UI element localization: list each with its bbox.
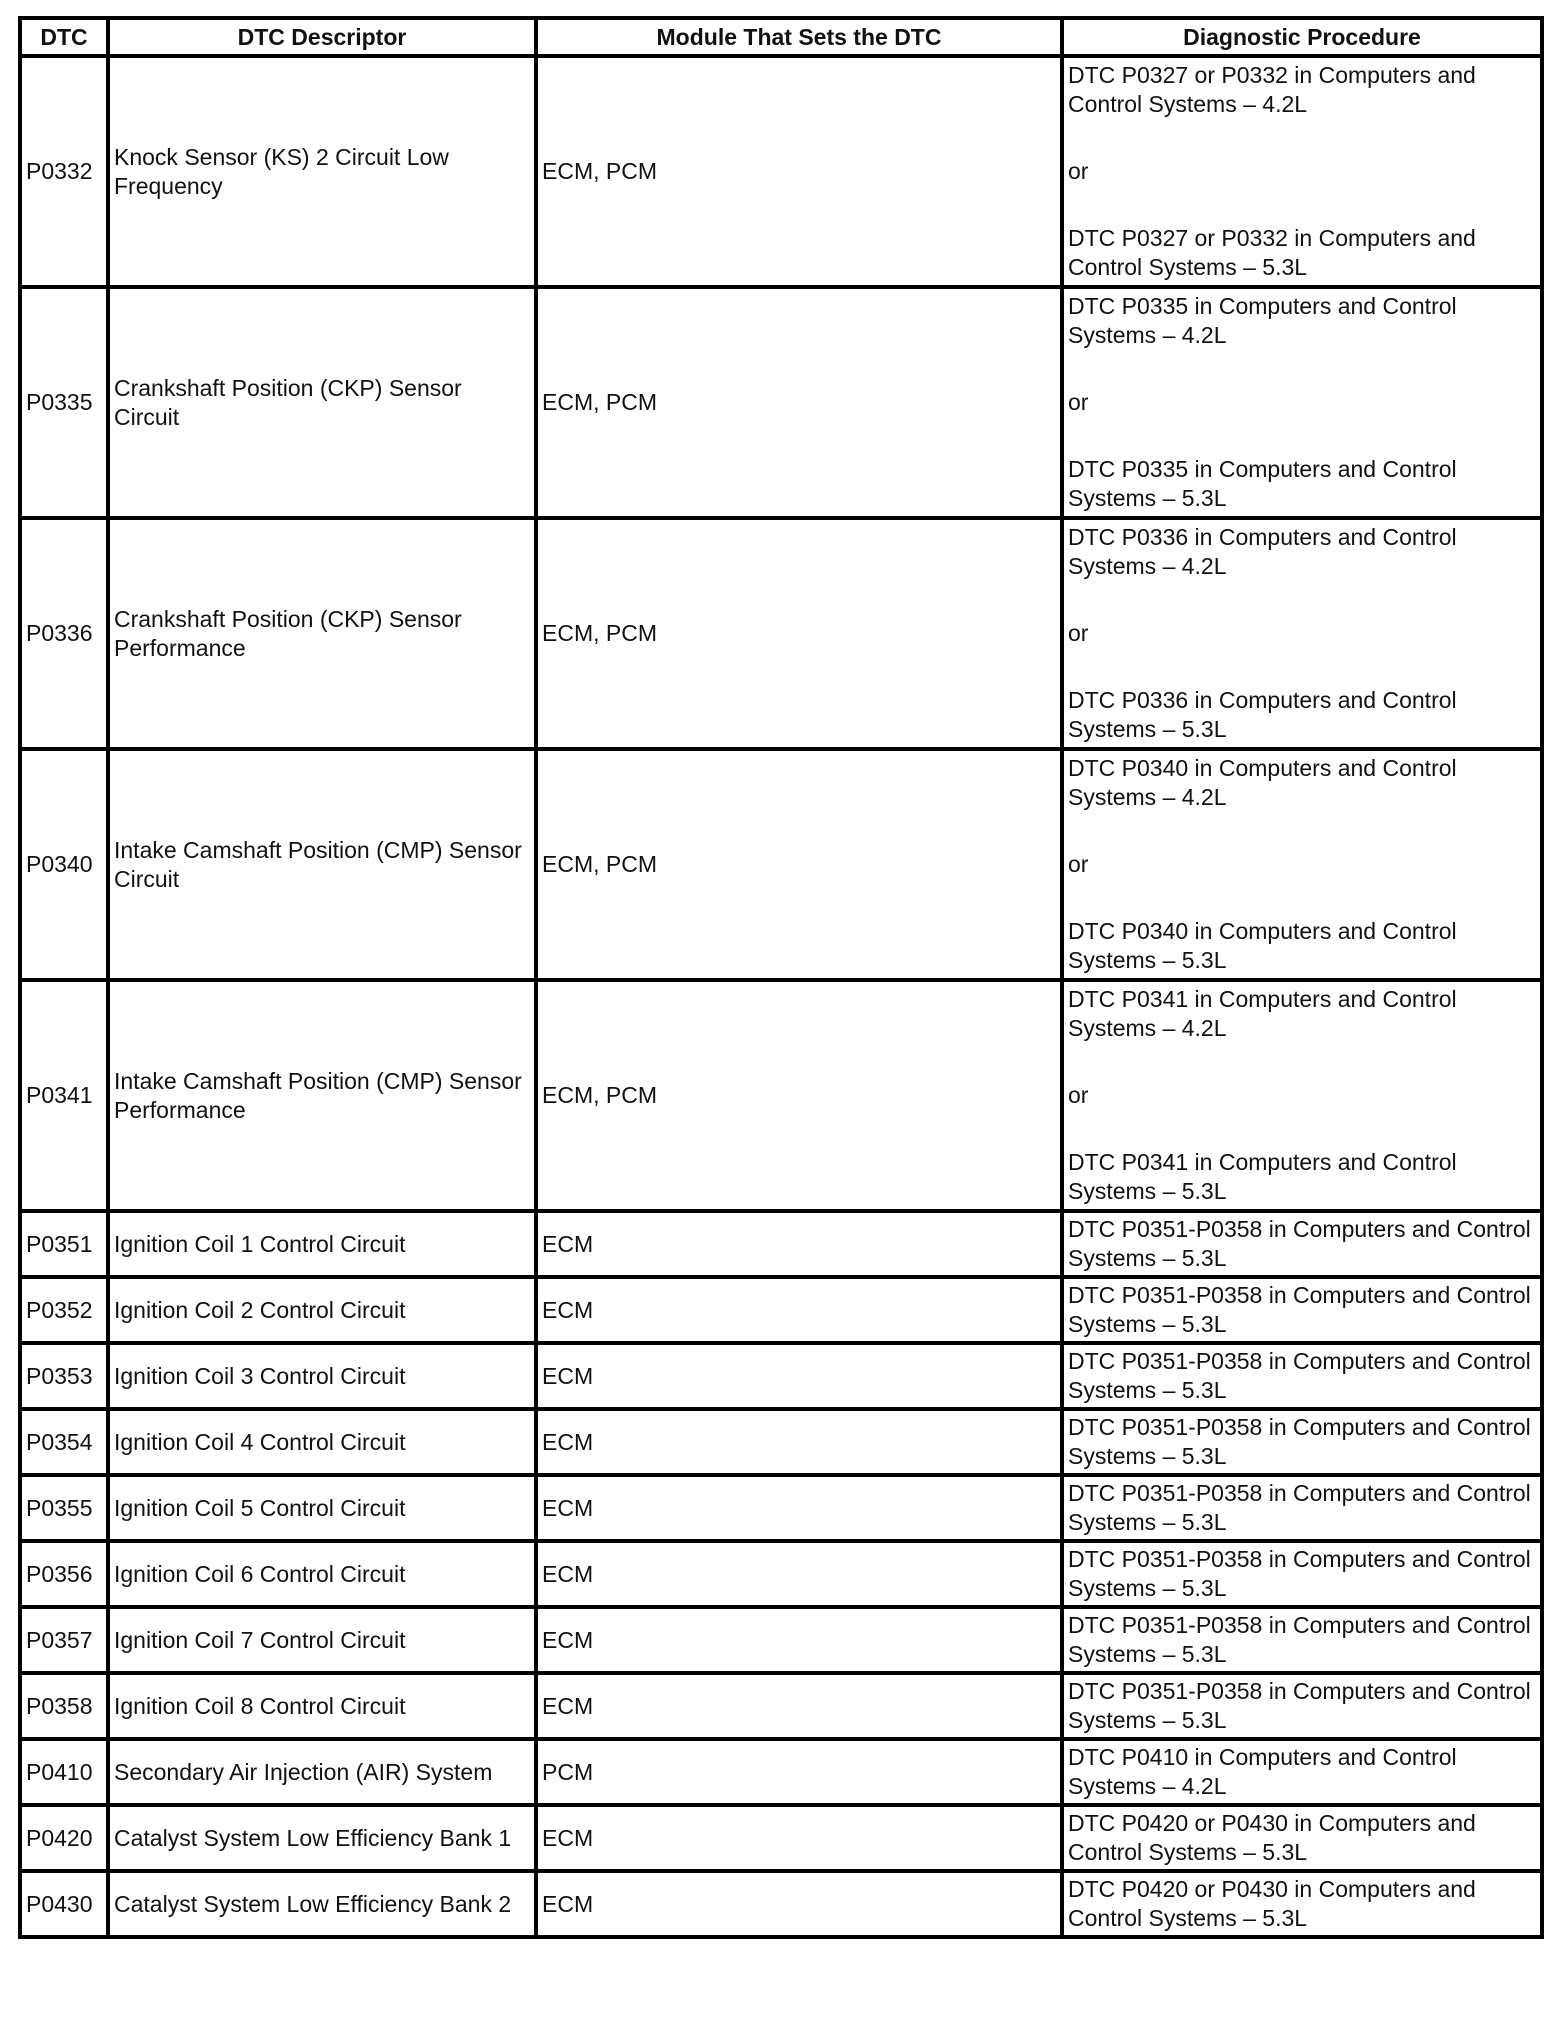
diagnostic-procedure: DTC P0351-P0358 in Computers and Control Systems – 5.3L	[1062, 1277, 1542, 1343]
dtc-code: P0336	[20, 518, 108, 749]
header-descriptor: DTC Descriptor	[108, 18, 536, 56]
dtc-descriptor: Secondary Air Injection (AIR) System	[108, 1739, 536, 1805]
dtc-module: ECM	[536, 1871, 1062, 1937]
header-procedure: Diagnostic Procedure	[1062, 18, 1542, 56]
dtc-code: P0355	[20, 1475, 108, 1541]
dtc-descriptor: Ignition Coil 6 Control Circuit	[108, 1541, 536, 1607]
diagnostic-procedure	[1062, 749, 1542, 980]
dtc-code: P0354	[20, 1409, 108, 1475]
procedure-option-2: DTC P0327 or P0332 in Computers and Control Systems – 5.3L	[1068, 225, 1476, 280]
table-row	[20, 518, 1542, 749]
diagnostic-procedure: DTC P0351-P0358 in Computers and Control Systems – 5.3L	[1062, 1211, 1542, 1277]
table-row	[20, 1607, 1542, 1673]
table-row	[20, 56, 1542, 287]
dtc-descriptor: Ignition Coil 3 Control Circuit	[108, 1343, 536, 1409]
dtc-descriptor: Ignition Coil 2 Control Circuit	[108, 1277, 536, 1343]
procedure-option-1: DTC P0327 or P0332 in Computers and Control Systems – 4.2L	[1068, 62, 1476, 117]
table-row	[20, 1673, 1542, 1739]
procedure-option-1: DTC P0341 in Computers and Control Systems – 4.2L	[1068, 986, 1457, 1041]
procedure-or: or	[1068, 158, 1089, 184]
table-row	[20, 1211, 1542, 1277]
procedure-option-1: DTC P0335 in Computers and Control Systems – 4.2L	[1068, 293, 1457, 348]
dtc-code: P0332	[20, 56, 108, 287]
table-row	[20, 287, 1542, 518]
dtc-module: ECM	[536, 1343, 1062, 1409]
procedure-option-2: DTC P0335 in Computers and Control Systems – 5.3L	[1068, 456, 1457, 511]
table-row	[20, 1277, 1542, 1343]
dtc-module: ECM	[536, 1673, 1062, 1739]
table-row	[20, 980, 1542, 1211]
dtc-module: ECM	[536, 1805, 1062, 1871]
dtc-descriptor: Catalyst System Low Efficiency Bank 1	[108, 1805, 536, 1871]
dtc-code: P0335	[20, 287, 108, 518]
diagnostic-procedure: DTC P0410 in Computers and Control Systems – 4.2L	[1062, 1739, 1542, 1805]
header-row	[20, 18, 1542, 56]
dtc-descriptor: Intake Camshaft Position (CMP) Sensor Circuit	[108, 749, 536, 980]
dtc-code: P0430	[20, 1871, 108, 1937]
diagnostic-procedure: DTC P0351-P0358 in Computers and Control Systems – 5.3L	[1062, 1475, 1542, 1541]
table-row	[20, 1343, 1542, 1409]
table-row	[20, 1739, 1542, 1805]
diagnostic-procedure: DTC P0351-P0358 in Computers and Control Systems – 5.3L	[1062, 1409, 1542, 1475]
dtc-table	[18, 16, 1544, 1939]
diagnostic-procedure: DTC P0351-P0358 in Computers and Control Systems – 5.3L	[1062, 1343, 1542, 1409]
dtc-descriptor: Ignition Coil 1 Control Circuit	[108, 1211, 536, 1277]
dtc-module: PCM	[536, 1739, 1062, 1805]
dtc-descriptor: Ignition Coil 8 Control Circuit	[108, 1673, 536, 1739]
diagnostic-procedure	[1062, 980, 1542, 1211]
header-dtc: DTC	[20, 18, 108, 56]
diagnostic-procedure	[1062, 56, 1542, 287]
dtc-module: ECM	[536, 1541, 1062, 1607]
dtc-module: ECM	[536, 1277, 1062, 1343]
procedure-or: or	[1068, 1082, 1089, 1108]
dtc-descriptor: Ignition Coil 4 Control Circuit	[108, 1409, 536, 1475]
table-row	[20, 1475, 1542, 1541]
table-row	[20, 1805, 1542, 1871]
procedure-option-1: DTC P0340 in Computers and Control Systems – 4.2L	[1068, 755, 1457, 810]
dtc-module: ECM	[536, 1607, 1062, 1673]
procedure-option-2: DTC P0341 in Computers and Control Systems – 5.3L	[1068, 1149, 1457, 1204]
dtc-code: P0353	[20, 1343, 108, 1409]
dtc-module: ECM, PCM	[536, 287, 1062, 518]
procedure-or: or	[1068, 851, 1089, 877]
dtc-module: ECM, PCM	[536, 749, 1062, 980]
dtc-descriptor: Ignition Coil 5 Control Circuit	[108, 1475, 536, 1541]
dtc-code: P0358	[20, 1673, 108, 1739]
procedure-or: or	[1068, 620, 1089, 646]
table-row	[20, 1409, 1542, 1475]
header-module: Module That Sets the DTC	[536, 18, 1062, 56]
procedure-or: or	[1068, 389, 1089, 415]
table-row	[20, 1541, 1542, 1607]
dtc-code: P0341	[20, 980, 108, 1211]
dtc-code: P0340	[20, 749, 108, 980]
dtc-descriptor: Intake Camshaft Position (CMP) Sensor Performance	[108, 980, 536, 1211]
dtc-code: P0352	[20, 1277, 108, 1343]
diagnostic-procedure: DTC P0420 or P0430 in Computers and Control Systems – 5.3L	[1062, 1871, 1542, 1937]
diagnostic-procedure: DTC P0420 or P0430 in Computers and Control Systems – 5.3L	[1062, 1805, 1542, 1871]
dtc-module: ECM, PCM	[536, 56, 1062, 287]
procedure-option-2: DTC P0336 in Computers and Control Systems – 5.3L	[1068, 687, 1457, 742]
dtc-code: P0351	[20, 1211, 108, 1277]
dtc-descriptor: Ignition Coil 7 Control Circuit	[108, 1607, 536, 1673]
procedure-option-1: DTC P0336 in Computers and Control Systems – 4.2L	[1068, 524, 1457, 579]
diagnostic-procedure	[1062, 518, 1542, 749]
diagnostic-procedure	[1062, 287, 1542, 518]
table-row	[20, 1871, 1542, 1937]
dtc-descriptor: Catalyst System Low Efficiency Bank 2	[108, 1871, 536, 1937]
dtc-code: P0410	[20, 1739, 108, 1805]
dtc-descriptor: Crankshaft Position (CKP) Sensor Circuit	[108, 287, 536, 518]
diagnostic-procedure: DTC P0351-P0358 in Computers and Control Systems – 5.3L	[1062, 1607, 1542, 1673]
diagnostic-procedure: DTC P0351-P0358 in Computers and Control Systems – 5.3L	[1062, 1541, 1542, 1607]
dtc-module: ECM	[536, 1475, 1062, 1541]
dtc-code: P0420	[20, 1805, 108, 1871]
dtc-descriptor: Knock Sensor (KS) 2 Circuit Low Frequency	[108, 56, 536, 287]
dtc-code: P0356	[20, 1541, 108, 1607]
dtc-module: ECM	[536, 1409, 1062, 1475]
dtc-code: P0357	[20, 1607, 108, 1673]
table-row	[20, 749, 1542, 980]
dtc-module: ECM, PCM	[536, 518, 1062, 749]
dtc-module: ECM, PCM	[536, 980, 1062, 1211]
dtc-descriptor: Crankshaft Position (CKP) Sensor Performance	[108, 518, 536, 749]
diagnostic-procedure: DTC P0351-P0358 in Computers and Control Systems – 5.3L	[1062, 1673, 1542, 1739]
procedure-option-2: DTC P0340 in Computers and Control Systems – 5.3L	[1068, 918, 1457, 973]
dtc-module: ECM	[536, 1211, 1062, 1277]
